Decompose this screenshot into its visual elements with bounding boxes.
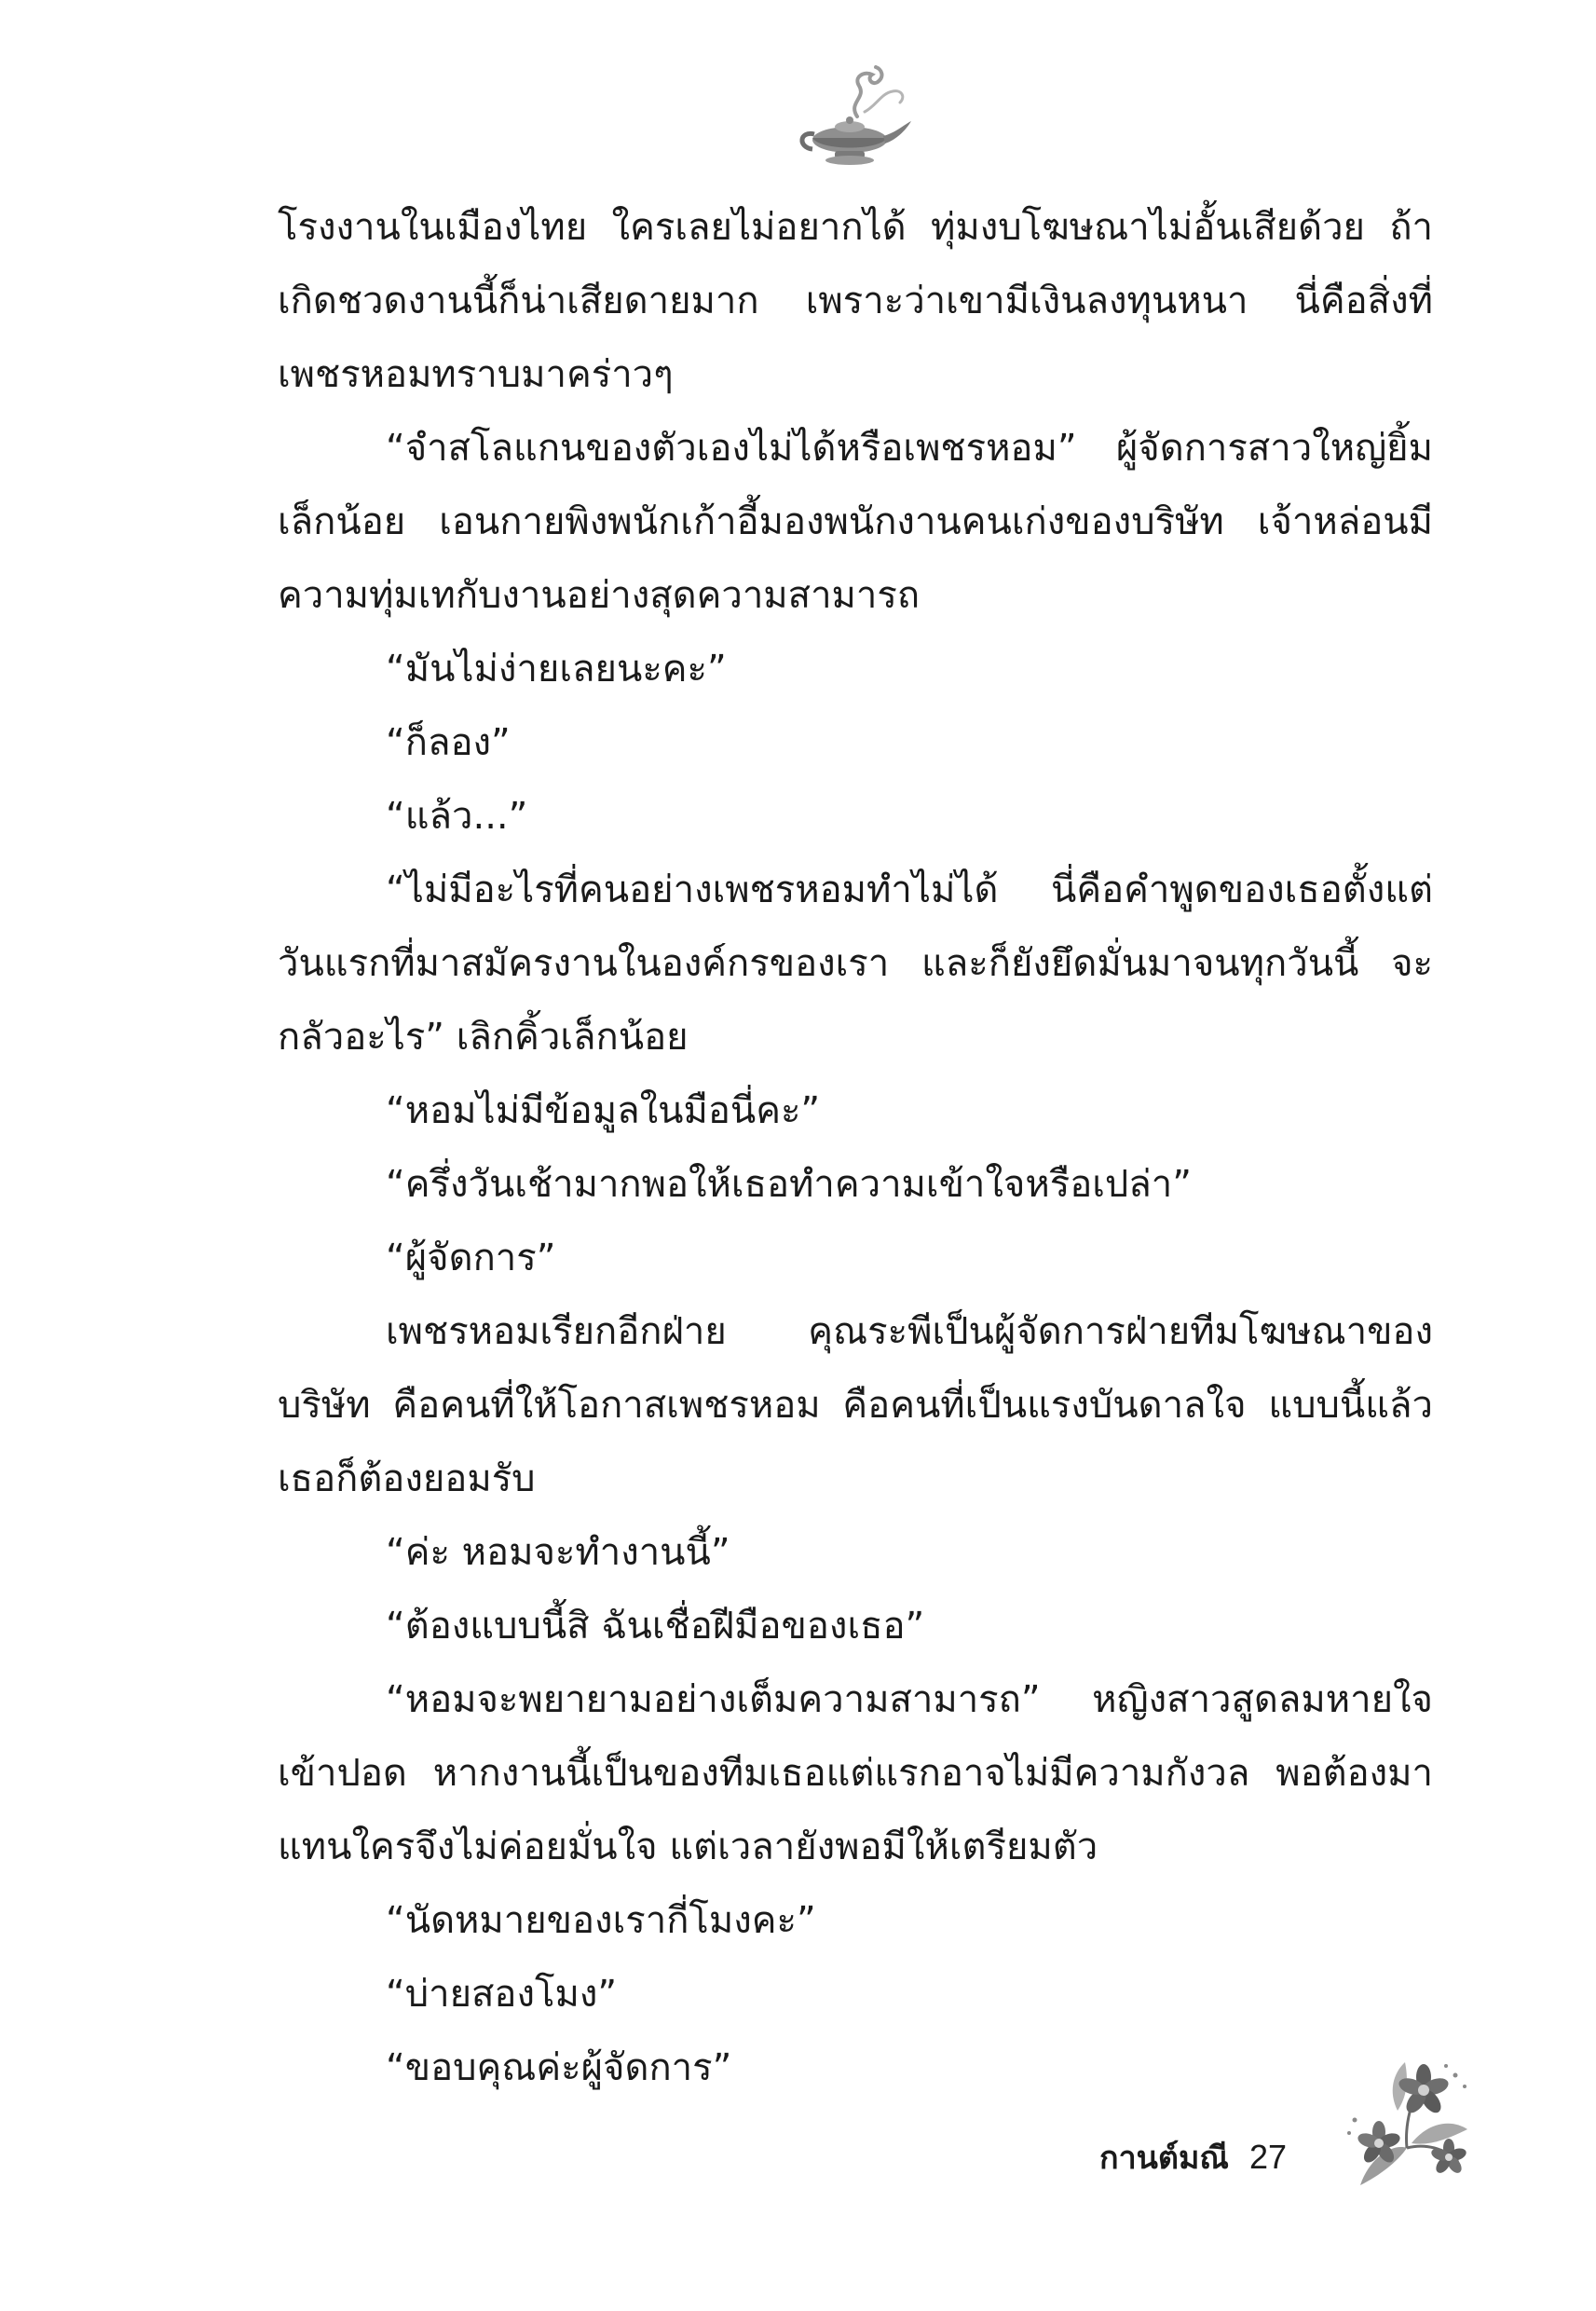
dialogue-line: “ก็ลอง”: [386, 721, 511, 764]
dialogue-line: “ต้องแบบนี้สิ ฉันเชื่อฝีมือของเธอ”: [386, 1605, 925, 1648]
dialogue-line: “นัดหมายของเรากี่โมงคะ”: [386, 1899, 816, 1942]
paragraph: โรงงานในเมืองไทย ใครเลยไม่อยากได้ ทุ่มงบโฆษณาไม่อั้นเสียด้วย ถ้าเกิดชวดงานนี้ก็น่าเสียดายมาก เพราะว่าเขามีเงินลงทุนหนา นี่คือสิ่งที่เพชรหอมทราบมาคร่าวๆ: [278, 206, 1433, 396]
dialogue-line: “แล้ว...”: [386, 795, 528, 838]
dialogue-line: “บ่ายสองโมง”: [386, 1973, 618, 2016]
book-title: กานต์มณี: [1099, 2140, 1229, 2177]
dialogue-line: “ผู้จัดการ”: [386, 1237, 556, 1279]
paragraph: เพชรหอมเรียกอีกฝ่าย คุณระพีเป็นผู้จัดการฝ่ายทีมโฆษณาของบริษัท คือคนที่ให้โอกาสเพชรหอม คือคนที่เป็นแรงบันดาลใจ แบบนี้แล้วเธอก็ต้องยอมรับ: [278, 1310, 1433, 1500]
dialogue-line: “ขอบคุณค่ะผู้จัดการ”: [386, 2046, 732, 2089]
paragraph: “จำสโลแกนของตัวเองไม่ได้หรือเพชรหอม” ผู้จัดการสาวใหญ่ยิ้มเล็กน้อย เอนกายพิงพนักเก้าอี้มองพนักงานคนเก่งของบริษัท เจ้าหล่อนมีความทุ่มเทกับงานอย่างสุดความสามารถ: [278, 427, 1433, 617]
dialogue-line: “มันไม่ง่ายเลยนะคะ”: [386, 648, 727, 691]
paragraph: “หอมจะพยายามอย่างเต็มความสามารถ” หญิงสาวสูดลมหายใจเข้าปอด หากงานนี้เป็นของทีมเธอแต่แรกอาจไม่มีความกังวล พอต้องมาแทนใครจึงไม่ค่อยมั่นใจ แต่เวลายังพอมีให้เตรียมตัว: [278, 1678, 1433, 1868]
oil-lamp-icon: [792, 65, 913, 168]
dialogue-line: “ค่ะ หอมจะทำงานนี้”: [386, 1531, 730, 1574]
flower-ornament-icon: [1342, 2055, 1477, 2195]
dialogue-line: “หอมไม่มีข้อมูลในมือนี่คะ”: [386, 1089, 821, 1132]
paragraph: “ไม่มีอะไรที่คนอย่างเพชรหอมทำไม่ได้ นี่คือคำพูดของเธอตั้งแต่วันแรกที่มาสมัครงานในองค์กรของเรา และก็ยังยึดมั่นมาจนทุกวันนี้ จะกลัวอะไร” เลิกคิ้วเล็กน้อย: [278, 868, 1433, 1059]
body-text: [278, 191, 1433, 2105]
page-footer: [1099, 2125, 1287, 2190]
page-number: 27: [1248, 2138, 1288, 2176]
dialogue-line: “ครึ่งวันเช้ามากพอให้เธอทำความเข้าใจหรือเปล่า”: [386, 1163, 1192, 1206]
